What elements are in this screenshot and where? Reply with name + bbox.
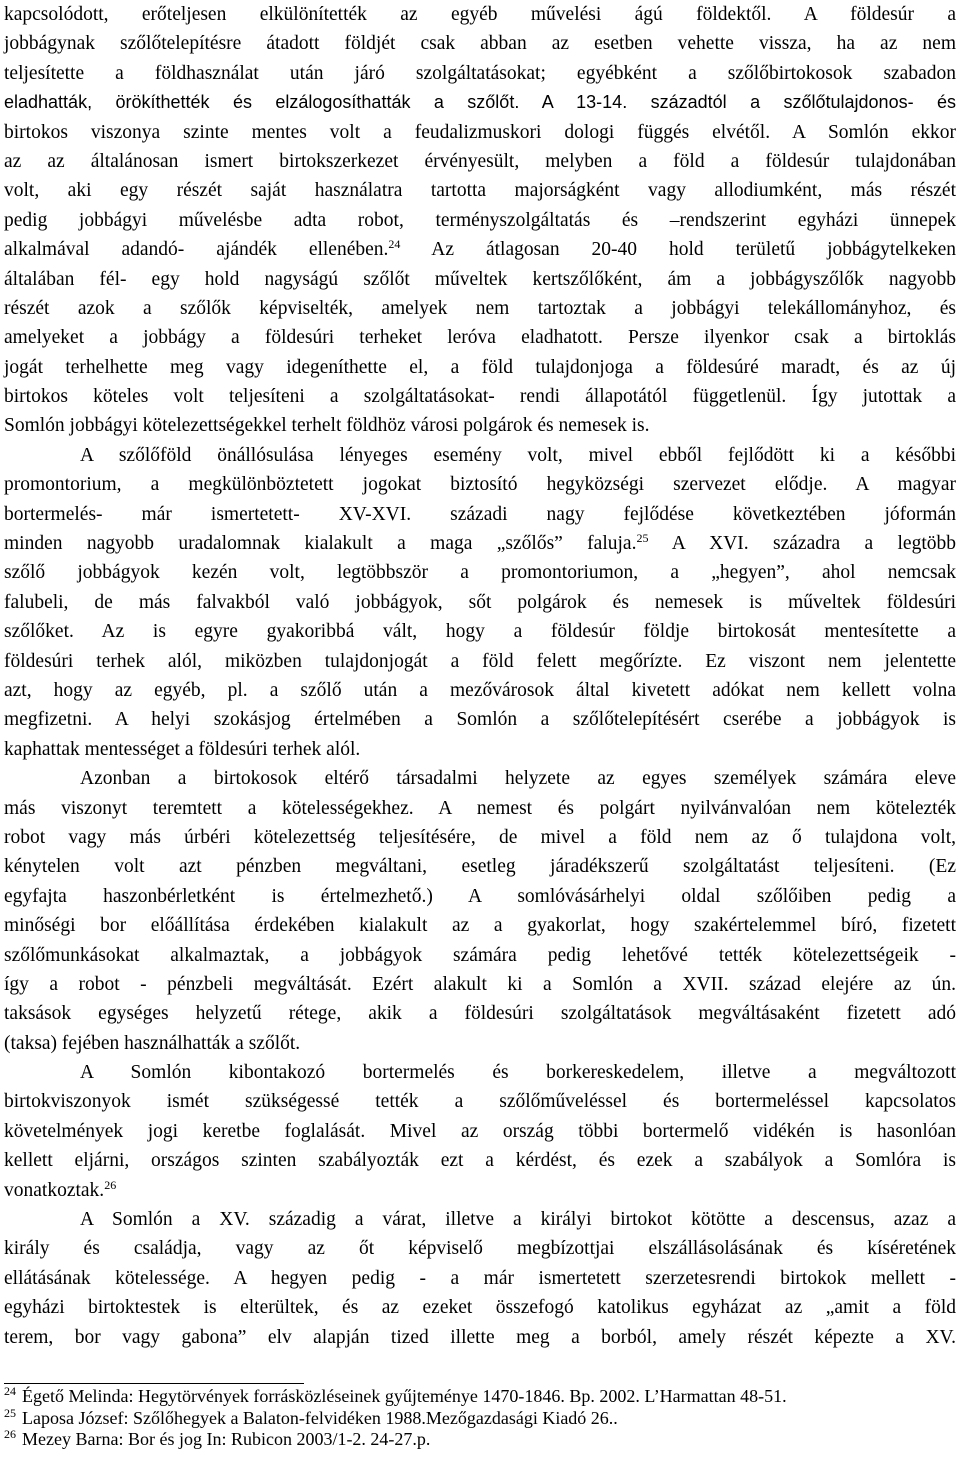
text-line-content: egyfajta haszonbérletként is értelmezhető.) A somlóvásárhelyi oldal szőlőiben pedig a: [4, 885, 956, 907]
text-line: [4, 1087, 956, 1116]
text-line-content: terem, bor vagy gabona” elv alapján tized illette meg a borból, amely részét képezte a XV.: [4, 1326, 956, 1348]
text-line: [4, 411, 956, 440]
text-line-content: vonatkoztak.: [4, 1179, 105, 1201]
text-line: [4, 794, 956, 823]
text-line-content: teljesítette a földhasználat után járó szolgáltatásokat; egyébként a szőlőbirtokosok szabadon: [4, 62, 956, 84]
text-line: [4, 206, 956, 235]
text-line: [4, 1293, 956, 1322]
text-line: [4, 1146, 956, 1175]
text-line-content: kaphattak mentességet a földesúri terhek alól.: [4, 738, 361, 760]
text-line: [4, 265, 956, 294]
text-line-content: birtokviszonyok ismét szükségessé tették a szőlőműveléssel és bortermeléssel kapcsolatos: [4, 1091, 956, 1113]
text-line-content: amelyeket a jobbágy a földesúri terheket leróva eladhatott. Persze ilyenkor csak a birtoklás: [4, 327, 956, 349]
text-line-content: szőlőmunkásokat alkalmaztak, a jobbágyok számára pedig lehetővé tették kötelezettségeik -: [4, 944, 956, 966]
text-line: [4, 470, 956, 499]
text-line-content: egyházi birtoktestek is elterültek, és az ezeket összefogó katolikus egyházat az „amit a föld: [4, 1297, 956, 1319]
text-line-content: szőlő jobbágyok kezén volt, legtöbbször a promontoriumon, a „hegyen”, ahol nemcsak: [4, 562, 956, 584]
footnote-text: Laposa József: Szőlőhegyek a Balaton-felvidéken 1988.Mezőgazdasági Kiadó 26..: [22, 1407, 618, 1428]
text-line-content: földesúri terhek alól, miközben tulajdonjogát a föld felett megőrízte. Ez viszont nem jelentette: [4, 650, 956, 672]
text-line: [4, 617, 956, 646]
footnotes: [4, 1386, 944, 1451]
footnote-separator: [4, 1383, 304, 1384]
text-line-content: birtokos köteles volt teljesíteni a szolgáltatásokat- rendi állapotától függetlenül. Így jutottak a: [4, 386, 956, 408]
text-line-content: ellátásának kötelessége. A hegyen pedig - a már ismertetett szerzetesrendi birtokok mellett -: [4, 1267, 956, 1289]
document-body: [4, 0, 956, 1352]
text-line: [4, 705, 956, 734]
footnote-item: [4, 1429, 944, 1451]
text-line: [4, 941, 956, 970]
text-line: [4, 441, 956, 470]
footnote-item: [4, 1386, 944, 1408]
text-line: [4, 1029, 956, 1058]
text-line-content: más viszonyt teremtett a kötelességekhez. A nemest és polgárt nyilvánvalóan nem kötelezték: [4, 797, 956, 819]
text-line: [4, 647, 956, 676]
text-line-content: király és családja, vagy az őt képviselő megbízottjai elszállásolásának és kíséretének: [4, 1238, 956, 1260]
text-line: [4, 29, 956, 58]
text-line-content: kénytelen volt azt pénzben megváltani, esetleg járadékszerű szolgáltatást teljesíteni. (Ez: [4, 856, 956, 878]
text-line: [4, 294, 956, 323]
text-line-content: kapcsolódott, erőteljesen elkülönítették az egyéb művelési ágú földektől. A földesúr a: [4, 4, 956, 25]
text-line-content: követelmények jogi keretbe foglalását. Mivel az ország többi bortermelő vidékén is hasonlóan: [4, 1120, 956, 1142]
text-line-content: minőségi bor előállítása érdekében kialakult az a gyakorlat, hogy szakértelemmel bíró, fizetett: [4, 915, 956, 937]
footnote-number: 26: [4, 1427, 16, 1441]
text-line: [4, 882, 956, 911]
text-line-content: megfizetni. A helyi szokásjog értelmében a Somlón a szőlőtelepítésért cserébe a jobbágyok is: [4, 709, 956, 731]
text-line-content: Azonban a birtokosok eltérő társadalmi helyzete az egyes személyek számára eleve: [80, 768, 956, 790]
text-line-content: általában fél- egy hold nagyságú szőlőt műveltek kertszőlőként, ám a jobbágyszőlők nagyobb: [4, 268, 956, 290]
text-line: [4, 147, 956, 176]
text-line: [4, 500, 956, 529]
text-line: [4, 1264, 956, 1293]
text-line-content: kellett eljárni, országos szinten szabályozták ezt a kérdést, és ezek a szabályok a Somlóra is: [4, 1150, 956, 1172]
text-line: [4, 529, 956, 558]
text-line: [4, 1323, 956, 1352]
text-line: [4, 382, 956, 411]
text-line-content: pedig jobbágyi művelésbe adta robot, terményszolgáltatás és –rendszerint egyházi ünnepek: [4, 209, 956, 231]
text-line-content: (taksa) fejében használhatták a szőlőt.: [4, 1032, 301, 1054]
footnote-ref[interactable]: 24: [388, 237, 401, 252]
text-line-content: robot vagy más úrbéri kötelezettség teljesítésére, de mivel a föld nem az ő tulajdona volt,: [4, 826, 956, 848]
text-line: [4, 1176, 956, 1205]
text-line-content: azt, hogy az egyéb, pl. a szőlő után a mezővárosok által kivetett adókat nem kellett volna: [4, 679, 956, 701]
text-line: [4, 323, 956, 352]
text-line: [4, 59, 956, 88]
text-line-content: promontorium, a megkülönböztetett jogokat biztosító hegyközségi szervezet elődje. A magyar: [4, 474, 956, 496]
text-line-content: falubeli, de más falvakból való jobbágyok, sőt polgárok és nemesek is műveltek földesúri: [4, 591, 956, 613]
footnote-ref[interactable]: 26: [104, 1177, 117, 1192]
text-line-continuation: Az átlagosan 20-40 hold területű jobbágytelkeken: [400, 239, 956, 261]
text-line: [4, 176, 956, 205]
text-line-content: taksások egységes helyzetű rétege, akik a földesúri szolgáltatások megváltásaként fizetett adó: [4, 1003, 956, 1025]
text-line-content: az az általánosan ismert birtokszerkezet érvényesült, melyben a föld a földesúr tulajdonában: [4, 150, 956, 172]
text-line-content: A szőlőföld önállósulása lényeges esemény volt, mivel ebből fejlődött ki a későbbi: [80, 444, 956, 466]
text-line: [4, 735, 956, 764]
text-line: [4, 1234, 956, 1263]
footnote-ref[interactable]: 25: [636, 531, 649, 546]
text-line-content: eladhatták, örökíthették és elzálogosíthatták a szőlőt. A 13-14. századtól a szőlőtulajdonos- és: [4, 92, 956, 113]
text-line: [4, 852, 956, 881]
text-line: [4, 999, 956, 1028]
text-line-content: minden nagyobb uradalomnak kialakult a maga „szőlős” faluja.: [4, 533, 637, 555]
text-line-continuation: A XVI. századra a legtöbb: [648, 533, 956, 555]
text-line: [4, 1117, 956, 1146]
text-line-content: volt, aki egy részét saját használatra tartotta majorságként vagy allodiumként, más részét: [4, 180, 956, 202]
text-line-content: így a robot - pénzbeli megváltását. Ezért alakult ki a Somlón a XVII. század elejére az ún.: [4, 973, 956, 995]
text-line: [4, 88, 956, 117]
text-line: [4, 911, 956, 940]
text-line: [4, 588, 956, 617]
text-line: [4, 558, 956, 587]
text-line-content: birtokos viszonya szinte mentes volt a feudalizmuskori dologi függés elvétől. A Somlón ekkor: [4, 121, 956, 143]
text-line-content: bortermelés- már ismertetett- XV-XVI. századi nagy fejlődése következtében jóformán: [4, 503, 956, 525]
text-line: [4, 1205, 956, 1234]
text-line: [4, 970, 956, 999]
text-line: [4, 764, 956, 793]
text-line-content: alkalmával adandó- ajándék ellenében.: [4, 239, 389, 261]
text-line-content: jobbágynak szőlőtelepítésre átadott földjét csak abban az esetben vehette vissza, ha az nem: [4, 33, 956, 55]
text-line: [4, 823, 956, 852]
text-line-content: jogát terhelhette meg vagy idegeníthette el, a föld tulajdonjoga a földesúré maradt, és az új: [4, 356, 956, 378]
text-line-content: szőlőket. Az is egyre gyakoribbá vált, hogy a földesúr földje birtokosát mentesítette a: [4, 621, 956, 643]
footnote-text: Mezey Barna: Bor és jog In: Rubicon 2003/1-2. 24-27.p.: [22, 1429, 431, 1449]
text-line: [4, 118, 956, 147]
text-line: [4, 676, 956, 705]
text-line: [4, 1058, 956, 1087]
text-line: [4, 353, 956, 382]
footnote-number: 25: [4, 1405, 16, 1420]
text-line-content: A Somlón a XV. századig a várat, illetve a királyi birtokot kötötte a descensus, azaz a: [80, 1209, 956, 1231]
footnote-item: [4, 1405, 944, 1430]
footnote-number: 24: [4, 1384, 16, 1398]
text-line-content: részét azok a szőlők képviselték, amelyek nem tartoztak a jobbágyi telekállományhoz, és: [4, 297, 956, 319]
footnote-text: Égető Melinda: Hegytörvények forrásközléseinek gyűjteménye 1470-1846. Bp. 2002. L’Harmattan 48-51.: [22, 1386, 787, 1406]
text-line: [4, 235, 956, 264]
text-line: [4, 0, 956, 29]
text-line-content: A Somlón kibontakozó bortermelés és borkereskedelem, illetve a megváltozott: [80, 1062, 956, 1084]
text-line-content: Somlón jobbágyi kötelezettségekkel terhelt földhöz városi polgárok és nemesek is.: [4, 415, 650, 437]
